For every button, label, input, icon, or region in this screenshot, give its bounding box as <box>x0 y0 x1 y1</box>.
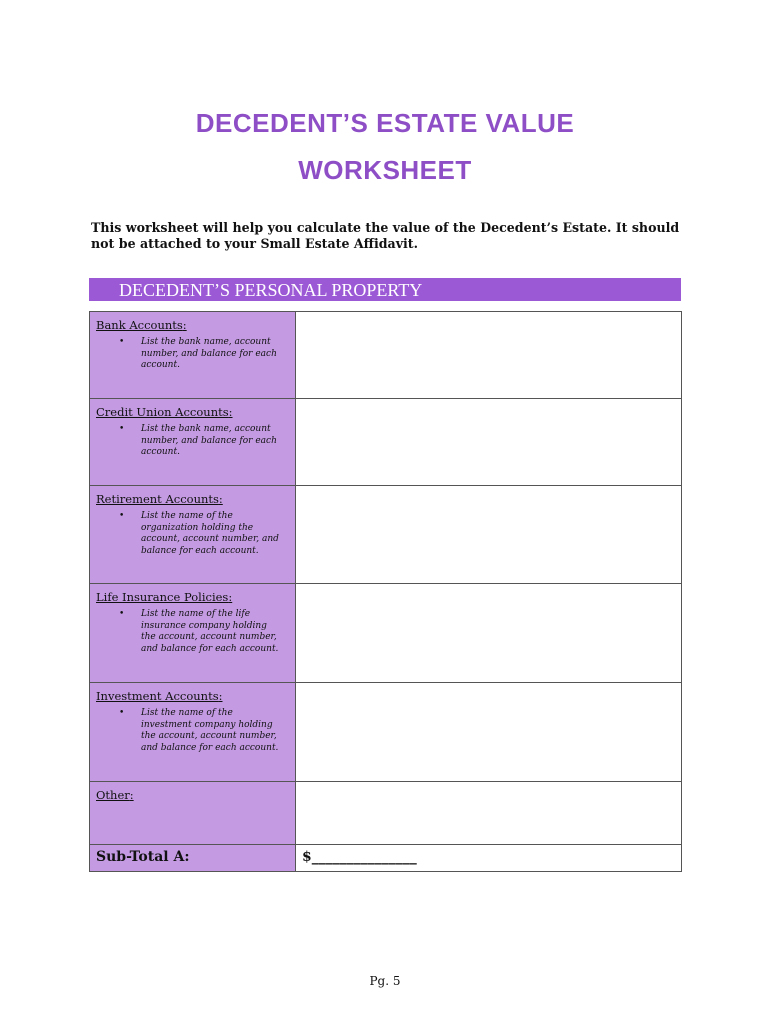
hint-item: • List the name of the life insurance company holding the account, account number, and balance for each account. <box>141 609 283 655</box>
row-life-insurance-policies <box>90 584 682 683</box>
row-label-colon: : <box>228 405 233 419</box>
hint-list <box>90 337 295 372</box>
hint-item: • List the name of the organization holding the account, account number, and balance for each account. <box>141 511 283 557</box>
row-bank-accounts <box>90 312 682 399</box>
hint-item: • List the bank name, account number, and balance for each account. <box>141 337 283 372</box>
hint-item: • List the name of the investment company holding the account, account number, and balance for each account. <box>141 708 283 754</box>
other-entry-field[interactable] <box>296 782 682 845</box>
label-cell <box>90 486 296 584</box>
retirement-accounts-entry-field[interactable] <box>296 486 682 584</box>
row-label-colon: : <box>182 318 187 332</box>
row-retirement-accounts <box>90 486 682 584</box>
section-header-banner <box>89 278 681 301</box>
hint-list <box>90 424 295 459</box>
row-credit-union-accounts <box>90 399 682 486</box>
label-cell <box>90 312 296 399</box>
row-investment-accounts <box>90 683 682 782</box>
investment-accounts-entry-field[interactable] <box>296 683 682 782</box>
life-insurance-policies-entry-field[interactable] <box>296 584 682 683</box>
row-label-colon: : <box>129 788 134 802</box>
page-title-line-1: DECEDENT’S ESTATE VALUE <box>195 108 575 138</box>
subtotal-value: $_______________ <box>302 849 417 865</box>
subtotal-entry-field[interactable] <box>296 845 682 872</box>
credit-union-accounts-entry-field[interactable] <box>296 399 682 486</box>
row-label: Credit Union Accounts <box>96 405 229 419</box>
section-header-text: DECEDENT’S PERSONAL PROPERTY <box>119 280 423 300</box>
row-label: Bank Accounts <box>96 318 183 332</box>
row-label: Investment Accounts <box>96 689 219 703</box>
hint-list <box>90 511 295 557</box>
subtotal-label-cell <box>90 845 296 872</box>
label-cell <box>90 584 296 683</box>
row-label-colon: : <box>228 590 233 604</box>
row-label-colon: : <box>218 689 223 703</box>
hint-list <box>90 708 295 754</box>
label-cell <box>90 782 296 845</box>
worksheet-table <box>89 311 682 872</box>
hint-list <box>90 609 295 655</box>
row-label: Other <box>96 788 130 802</box>
row-label: Retirement Accounts <box>96 492 219 506</box>
subtotal-label: Sub-Total A: <box>96 849 190 865</box>
label-cell <box>90 683 296 782</box>
row-subtotal <box>90 845 682 872</box>
page-title-line-2: WORKSHEET <box>298 155 472 185</box>
row-other <box>90 782 682 845</box>
row-label: Life Insurance Policies <box>96 590 229 604</box>
page-number: Pg. 5 <box>369 974 401 988</box>
row-label-colon: : <box>218 492 223 506</box>
hint-item: • List the bank name, account number, and balance for each account. <box>141 424 283 459</box>
label-cell <box>90 399 296 486</box>
bank-accounts-entry-field[interactable] <box>296 312 682 399</box>
intro-paragraph: This worksheet will help you calculate the value of the Decedent’s Estate. It should not be attached to your Small Estate Affidavit. <box>91 220 680 251</box>
